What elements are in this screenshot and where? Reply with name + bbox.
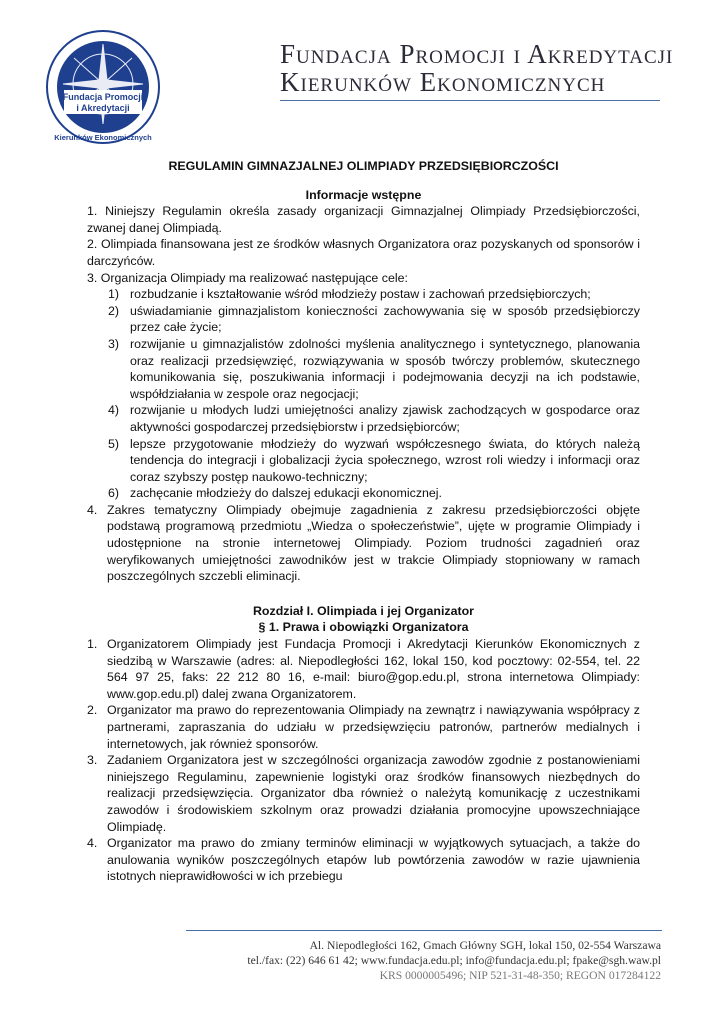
- org-name-line2: Kierunków Ekonomicznych: [280, 67, 606, 97]
- section-heading: § 1. Prawa i obowiązki Organizatora: [258, 620, 469, 635]
- footer-registration: KRS 0000005496; NIP 521-31-48-350; REGON 017284122: [379, 969, 661, 982]
- list-item: 2) uświadamianie gimnazjalistom konieczności zachowywania się w sposób przedsiębiorczy przez całe życie;: [108, 303, 640, 335]
- footer-divider: [186, 930, 662, 931]
- list-item: 2. Organizator ma prawo do reprezentowania Olimpiady na zewnątrz i nawiązywania współpracy z partnerami, zapraszania do udziału w przedsięwzięciu patronów, partnerów medialnych i internetowych, jak również sponsorów.: [87, 703, 640, 751]
- logo-text-3: Kierunków Ekonomicznych: [54, 133, 152, 142]
- intro-heading: Informacje wstępne: [305, 187, 422, 202]
- point4-list: [87, 502, 640, 585]
- footer-address: Al. Niepodległości 162, Gmach Główny SGH, lokal 150, 02-554 Warszawa: [309, 939, 661, 952]
- org-name-line1: Fundacja Promocji i Akredytacji: [280, 39, 674, 69]
- intro-paragraph: 2. Olimpiada finansowana jest ze środków własnych Organizatora oraz pozyskanych od sponsorów i darczyńców.: [87, 237, 640, 268]
- header-divider: [280, 100, 660, 101]
- section-list: [87, 636, 640, 885]
- list-item: 3. Zadaniem Organizatora jest w szczególności organizacja zawodów zgodnie z postanowieniami niniejszego Regulaminu, zapewnienie logistyki oraz środków finansowych niezbędnych do realizacji przedsięwzięcia. Organizator dba również o należytą komunikację z uczestnikami zawodów i środowiskiem szkolnym oraz prowadzi działania promocyjne upowszechniające Olimpiadę.: [87, 753, 640, 834]
- organization-name: [280, 40, 700, 96]
- footer: [181, 938, 661, 983]
- list-item: 4) rozwijanie u młodych ludzi umiejętności analizy zjawisk zachodzących w gospodarce oraz aktywności gospodarczej przedsiębiorstw i przedsiębiorców;: [108, 403, 640, 434]
- list-item: 6) zachęcanie młodzieży do dalszej edukacji ekonomicznej.: [108, 486, 442, 501]
- intro-paragraph: 1. Niniejszy Regulamin określa zasady organizacji Gimnazjalnej Olimpiady Przedsiębiorczości, zwanej danej Olimpiadą.: [87, 204, 640, 235]
- list-item: 5) lepsze przygotowanie młodzieży do wyzwań współczesnego świata, do których należą tendencja do integracji i globalizacji życia społecznego, wzrost roli wiedzy i informacji oraz coraz szybszy postęp naukowo-techniczny;: [108, 436, 640, 484]
- chapter-heading: Rozdział I. Olimpiada i jej Organizator: [252, 603, 474, 618]
- list-item: 1. Organizatorem Olimpiady jest Fundacja Promocji i Akredytacji Kierunków Ekonomicznych z siedzibą w Warszawie (adres: al. Niepodległości 162, lokal 150, kod pocztowy: 02-554, tel. 22 564 97 25, faks: 22 212 80 16, e-mail: biuro@gop.edu.pl, strona internetowa Olimpiady: www.gop.edu.pl) dalej zwana Organizatorem.: [87, 637, 640, 701]
- list-item: 4. Organizator ma prawo do zmiany terminów eliminacji w wyjątkowych sytuacjach, a także do anulowania wyników poszczególnych etapów lub powtórzenia zawodów w razie ujawnienia istotnych nieprawidłowości w ich przebiegu: [87, 836, 640, 884]
- logo-text-2: i Akredytacji: [76, 103, 130, 113]
- logo-text-1: Fundacja Promocji: [62, 92, 144, 102]
- footer-contact: tel./fax: (22) 646 61 42; www.fundacja.edu.pl; info@fundacja.edu.pl; fpake@sgh.waw.pl: [247, 954, 661, 967]
- document-title: REGULAMIN GIMNAZJALNEJ OLIMPIADY PRZEDSIĘBIORCZOŚCI: [168, 159, 559, 173]
- goals-list: [87, 286, 640, 502]
- foundation-logo: [44, 28, 162, 146]
- list-item: 1) rozbudzanie i kształtowanie wśród młodzieży postaw i zachowań przedsiębiorczych;: [108, 287, 591, 302]
- list-item: 4. Zakres tematyczny Olimpiady obejmuje zagadnienia z zakresu przedsiębiorczości objęte podstawą programową przedmiotu „Wiedza o społeczeństwie”, ujęte w programie Olimpiady i udostępnione na stronie internetowej Olimpiady. Poziom trudności zagadnień oraz weryfikowanych umiejętności zawodników jest w trakcie Olimpiady stopniowany w ramach poszczególnych szczebli eliminacji.: [87, 502, 640, 584]
- list-item: 3) rozwijanie u gimnazjalistów zdolności myślenia analitycznego i syntetycznego, planowania oraz realizacji przedsięwzięć, rozwiązywania w sposób twórczy problemów, skutecznego komunikowania się, poszukiwania informacji i podejmowania decyzji na ich podstawie, współdziałania w zespole oraz negocjacji;: [108, 336, 640, 401]
- intro-paragraph: 3. Organizacja Olimpiady ma realizować następujące cele:: [87, 270, 408, 285]
- document-body: [87, 158, 640, 885]
